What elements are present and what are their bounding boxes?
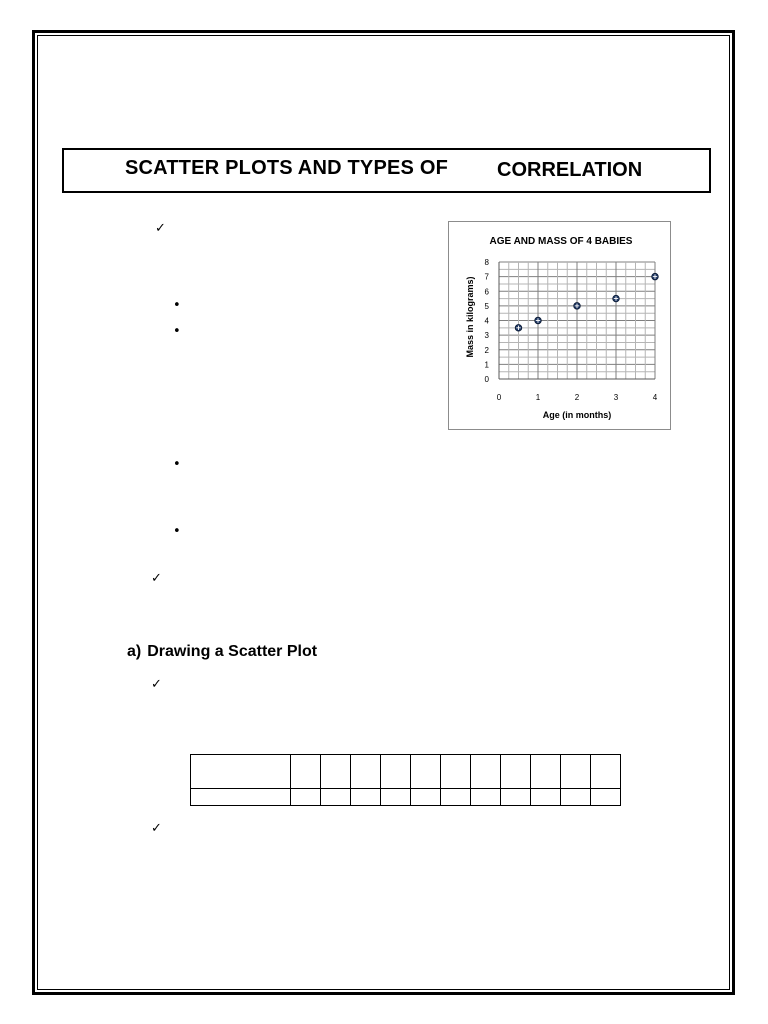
- x-tick-label: 4: [652, 393, 658, 402]
- table-cell: [351, 789, 381, 806]
- x-tick-label: 0: [496, 393, 502, 402]
- table-cell: [591, 755, 621, 789]
- check-mark: ✓: [155, 221, 166, 236]
- table-cell: [501, 789, 531, 806]
- scatter-chart: [448, 221, 671, 430]
- data-point: [515, 325, 522, 332]
- table-cell: [531, 755, 561, 789]
- y-tick-label: 8: [484, 258, 489, 267]
- data-point: [574, 303, 581, 310]
- table-cell: [471, 789, 501, 806]
- section-heading: [127, 643, 323, 661]
- bullet-point: •: [173, 324, 181, 339]
- table-cell: [321, 755, 351, 789]
- y-tick-label: 4: [484, 316, 489, 326]
- x-tick-label: 1: [535, 393, 541, 402]
- table-cell: [441, 755, 471, 789]
- table-cell: [561, 789, 591, 806]
- table-cell: [191, 789, 291, 806]
- y-tick-label: 0: [484, 375, 489, 384]
- x-tick-label: 2: [574, 393, 580, 402]
- section-letter: a): [127, 643, 142, 660]
- data-table: [190, 754, 621, 806]
- table-cell: [501, 755, 531, 789]
- y-tick-label: 6: [484, 287, 489, 297]
- table-row: [191, 755, 621, 789]
- data-table-body: [191, 755, 621, 806]
- table-cell: [351, 755, 381, 789]
- y-tick-label: 7: [484, 272, 489, 282]
- table-cell: [291, 789, 321, 806]
- table-cell: [411, 789, 441, 806]
- table-cell: [381, 755, 411, 789]
- chart-title: AGE AND MASS OF 4 BABIES: [489, 236, 633, 247]
- page-title-continued: CORRELATION: [497, 159, 643, 181]
- data-point: [652, 273, 659, 280]
- y-tick-label: 1: [484, 360, 489, 370]
- bullet-point: •: [173, 298, 181, 313]
- y-axis-label: Mass in kilograms): [465, 276, 475, 358]
- chart-grid: [499, 262, 655, 379]
- table-row: [191, 789, 621, 806]
- check-mark: ✓: [151, 677, 162, 692]
- check-mark: ✓: [151, 821, 162, 836]
- table-cell: [531, 789, 561, 806]
- table-cell: [191, 755, 291, 789]
- bullet-point: •: [173, 457, 181, 472]
- table-cell: [441, 789, 471, 806]
- table-cell: [291, 755, 321, 789]
- page-title: SCATTER PLOTS AND TYPES OF: [125, 157, 448, 179]
- y-tick-label: 2: [484, 345, 489, 355]
- bullet-point: •: [173, 524, 181, 539]
- table-cell: [411, 755, 441, 789]
- y-tick-label: 5: [484, 301, 489, 311]
- scatter-chart-canvas: [449, 222, 672, 431]
- data-point: [613, 295, 620, 302]
- table-cell: [381, 789, 411, 806]
- x-axis-label: Age (in months): [542, 410, 612, 420]
- x-tick-label: 3: [613, 393, 619, 402]
- table-cell: [591, 789, 621, 806]
- data-point: [535, 317, 542, 324]
- section-title: Drawing a Scatter Plot: [147, 643, 318, 660]
- check-mark: ✓: [151, 571, 162, 586]
- table-cell: [561, 755, 591, 789]
- chart-ticks: [485, 258, 658, 402]
- table-cell: [471, 755, 501, 789]
- y-tick-label: 3: [484, 331, 489, 341]
- table-cell: [321, 789, 351, 806]
